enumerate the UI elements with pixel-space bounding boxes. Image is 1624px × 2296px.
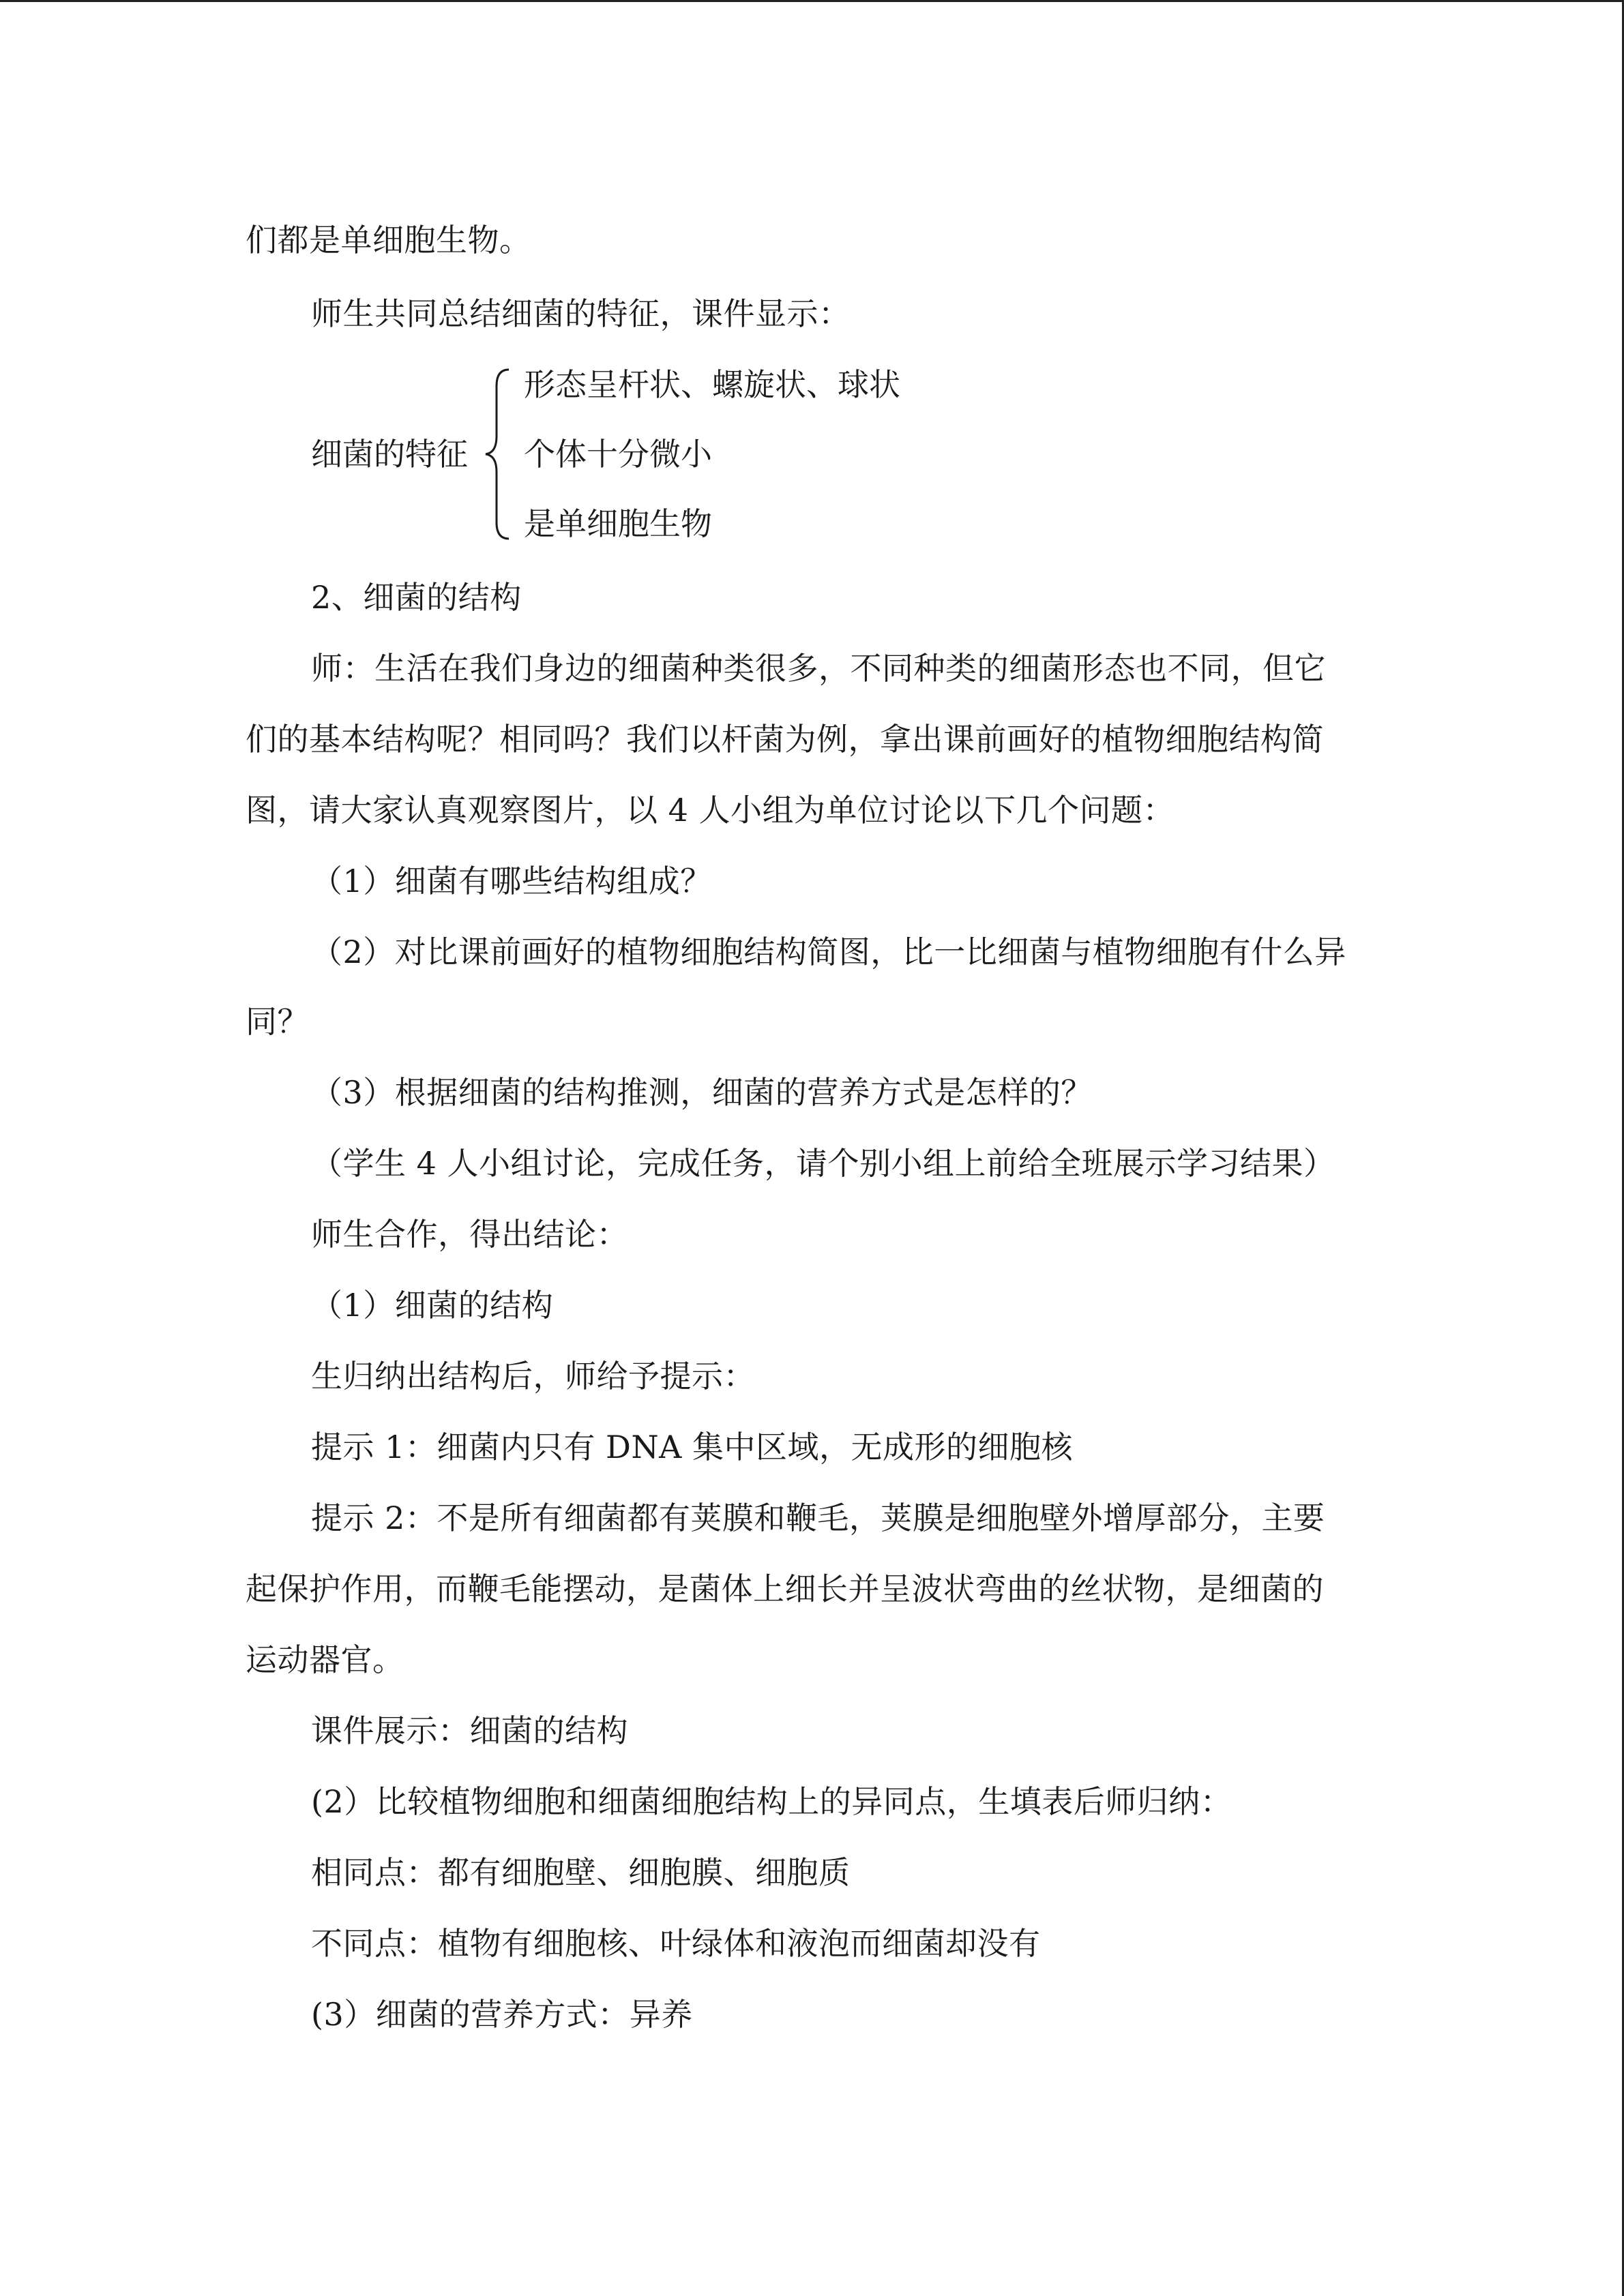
brace-item: 是单细胞生物 — [524, 505, 712, 542]
text-line: （1）细菌的结构 — [311, 1287, 554, 1324]
text-line: (2）比较植物细胞和细菌细胞结构上的异同点，生填表后师归纳： — [311, 1783, 1232, 1820]
text-line: 师生合作，得出结论： — [311, 1216, 628, 1253]
text-line: 起保护作用，而鞭毛能摆动，是菌体上细长并呈波状弯曲的丝状物，是细菌的 — [246, 1570, 1324, 1607]
text-line: 师：生活在我们身边的细菌种类很多，不同种类的细菌形态也不同，但它 — [311, 650, 1326, 687]
text-line: （2）对比课前画好的植物细胞结构简图，比一比细菌与植物细胞有什么异 — [311, 934, 1346, 970]
text-line: 课件展示：细菌的结构 — [311, 1712, 628, 1749]
brace-label: 细菌的特征 — [311, 436, 468, 473]
text-line: 相同点：都有细胞壁、细胞膜、细胞质 — [311, 1854, 851, 1891]
text-line: 同？ — [246, 1003, 309, 1040]
text-line: 图，请大家认真观察图片，以 4 人小组为单位讨论以下几个问题： — [246, 792, 1175, 829]
text-line: 运动器官。 — [246, 1641, 404, 1678]
text-line: 师生共同总结细菌的特征，课件显示： — [311, 295, 851, 332]
text-line: (3）细菌的营养方式：异养 — [311, 1996, 693, 2033]
curly-brace-icon — [482, 366, 516, 543]
text-line: 生归纳出结构后，师给予提示： — [311, 1358, 755, 1395]
text-line: 不同点：植物有细胞核、叶绿体和液泡而细菌却没有 — [311, 1925, 1041, 1962]
text-line: （1）细菌有哪些结构组成？ — [311, 863, 712, 899]
text-line: 们都是单细胞生物。 — [246, 222, 531, 258]
text-line: 们的基本结构呢？相同吗？我们以杆菌为例，拿出课前画好的植物细胞结构简 — [246, 721, 1324, 758]
page-border-top — [0, 0, 1624, 2]
brace-item: 个体十分微小 — [524, 436, 712, 473]
text-line: 提示 2：不是所有细菌都有荚膜和鞭毛，荚膜是细胞壁外增厚部分，主要 — [311, 1500, 1325, 1536]
text-line: 提示 1：细菌内只有 DNA 集中区域，无成形的细胞核 — [311, 1429, 1073, 1465]
text-line: （3）根据细菌的结构推测，细菌的营养方式是怎样的？ — [311, 1074, 1093, 1111]
brace-item: 形态呈杆状、螺旋状、球状 — [524, 366, 900, 403]
section-heading: 2、细菌的结构 — [311, 579, 522, 616]
text-line: （学生 4 人小组讨论，完成任务，请个别小组上前给全班展示学习结果） — [311, 1145, 1335, 1182]
